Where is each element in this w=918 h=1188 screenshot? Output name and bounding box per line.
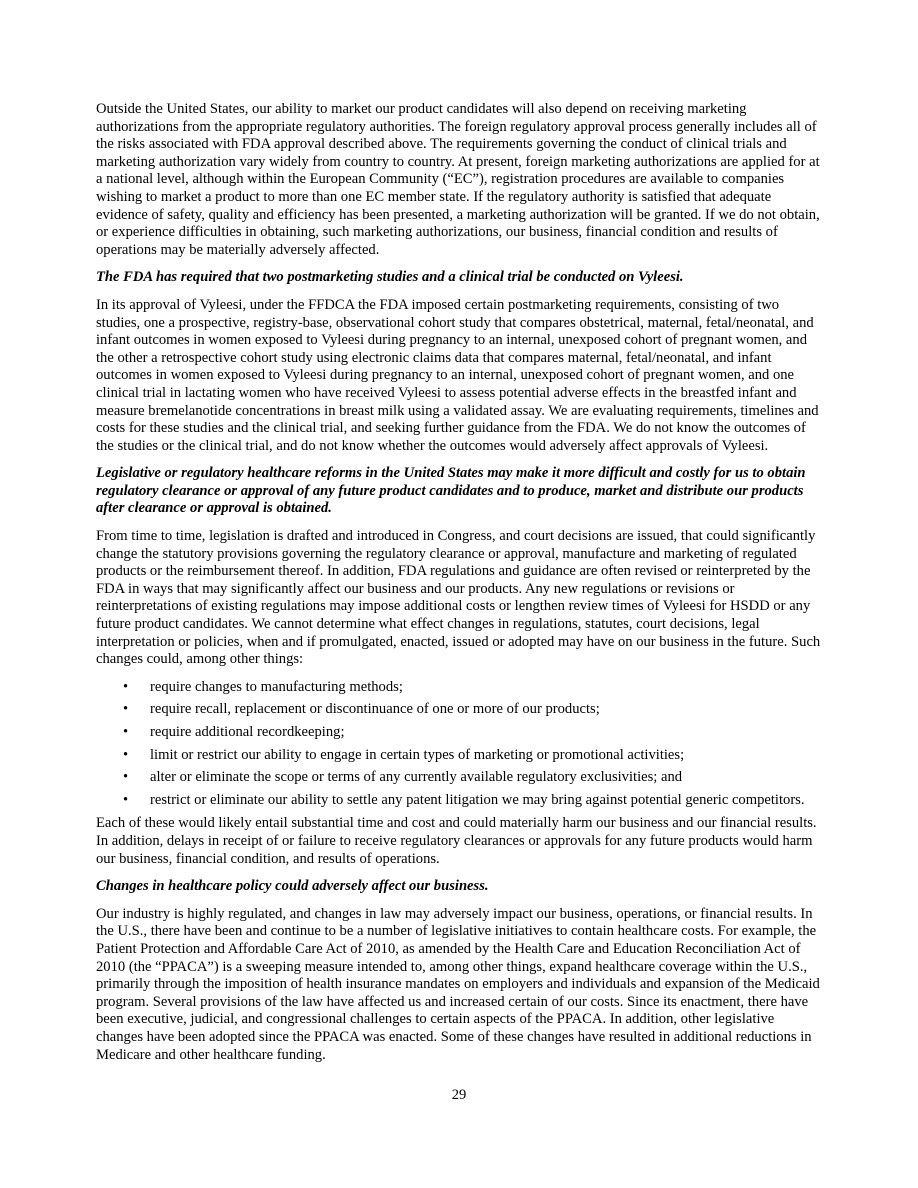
list-item [96, 679, 823, 697]
list-item [96, 792, 823, 810]
bullet-icon: • [123, 791, 129, 808]
list-item-text: limit or restrict our ability to engage in certain types of marketing or promotional activities; [150, 746, 685, 763]
list-item-text: require recall, replacement or discontinuance of one or more of our products; [150, 701, 600, 718]
bullet-list [96, 679, 823, 810]
paragraph-entail-cost: Each of these would likely entail substantial time and cost and could materially harm our business and our financial results. In addition, delays in receipt of or failure to receive regulatory clearances or approvals for any future products would harm our business, financial condition, and results of operations. [96, 815, 817, 867]
page-content [96, 101, 823, 1074]
list-item-text: restrict or eliminate our ability to settle any patent litigation we may bring against potential generic competitors. [150, 791, 805, 808]
heading-fda-postmarketing: The FDA has required that two postmarketing studies and a clinical trial be conducted on Vyleesi. [96, 269, 684, 286]
heading-healthcare-policy: Changes in healthcare policy could adversely affect our business. [96, 878, 489, 895]
paragraph-vyleesi-approval: In its approval of Vyleesi, under the FFDCA the FDA imposed certain postmarketing requirements, consisting of two studies, one a prospective, registry-base, observational cohort study that compares obstetrical, maternal, fetal/neonatal, and infant outcomes in women exposed to Vyleesi during pregnancy to an internal, unexposed cohort of pregnant women, and the other a retrospective cohort study using electronic claims data that compares maternal, fetal/neonatal, and infant outcomes in women exposed to Vyleesi during pregnancy to an internal, unexposed cohort of pregnant women, and one clinical trial in lactating women who have received Vyleesi to assess potential adverse effects in the breastfed infant and measure bremelanotide concentrations in breast milk using a validated assay. We are evaluating requirements, timelines and costs for these studies and the clinical trial, and seeking further guidance from the FDA. We do not know the outcomes of the studies or the clinical trial, and do not know whether the outcomes would adversely affect approvals of Vyleesi. [96, 296, 819, 454]
list-item [96, 701, 823, 719]
bullet-icon: • [123, 746, 129, 763]
list-item [96, 747, 823, 765]
list-item-text: require additional recordkeeping; [150, 724, 345, 740]
bullet-icon: • [123, 701, 129, 718]
heading-legislative-reforms: Legislative or regulatory healthcare reforms in the United States may make it more difficult and costly for us to obtain regulatory clearance or approval of any future product candidates and to produce, market and distribute our products after clearance or approval is obtained. [96, 465, 806, 517]
paragraph-foreign-approval: Outside the United States, our ability to market our product candidates will also depend on receiving marketing authorizations from the appropriate regulatory authorities. The foreign regulatory approval process generally includes all of the risks associated with FDA approval described above. The requirements governing the conduct of clinical trials and marketing authorization vary widely from country to country. At present, foreign marketing authorizations are applied for at a national level, although within the European Community (“EC”), registration procedures are available to companies wishing to market a product to more than one EC member state. If the regulatory authority is satisfied that adequate evidence of safety, quality and efficiency has been presented, a marketing authorization will be granted. If we do not obtain, or experience difficulties in obtaining, such marketing authorizations, our business, financial condition and results of operations may be materially adversely affected. [96, 101, 820, 258]
list-item [96, 724, 823, 742]
list-item [96, 769, 823, 787]
paragraph-legislation: From time to time, legislation is drafted and introduced in Congress, and court decisions are issued, that could significantly change the statutory provisions governing the regulatory clearance or approval, manufacture and marketing of regulated products or the reimbursement thereof. In addition, FDA regulations and guidance are often revised or reinterpreted by the FDA in ways that may significantly affect our business and our products. Any new regulations or revisions or reinterpretations of existing regulations may impose additional costs or lengthen review times of Vyleesi for HSDD or any future product candidates. We cannot determine what effect changes in regulations, statutes, court decisions, legal interpretation or policies, when and if promulgated, enacted, issued or adopted may have on our business in the future. Such changes could, among other things: [96, 528, 821, 668]
list-item-text: alter or eliminate the scope or terms of any currently available regulatory exclusivities; and [150, 769, 683, 786]
bullet-icon: • [123, 724, 129, 740]
bullet-icon: • [123, 678, 129, 695]
page-number: 29 [451, 1087, 467, 1103]
bullet-icon: • [123, 769, 129, 786]
list-item-text: require changes to manufacturing methods; [150, 678, 403, 695]
paragraph-industry-regulated: Our industry is highly regulated, and changes in law may adversely impact our business, operations, or financial results. In the U.S., there have been and continue to be a number of legislative initiatives to contain healthcare costs. For example, the Patient Protection and Affordable Care Act of 2010, as amended by the Health Care and Education Reconciliation Act of 2010 (the “PPACA”) is a sweeping measure intended to, among other things, expand healthcare coverage within the U.S., primarily through the imposition of health insurance mandates on employers and individuals and expansion of the Medicaid program. Several provisions of the law have affected us and increased certain of our costs. Since its enactment, there have been executive, judicial, and congressional challenges to certain aspects of the PPACA. In addition, other legislative changes have been adopted since the PPACA was enacted. Some of these changes have resulted in additional reductions in Medicare and other healthcare funding. [96, 905, 820, 1063]
